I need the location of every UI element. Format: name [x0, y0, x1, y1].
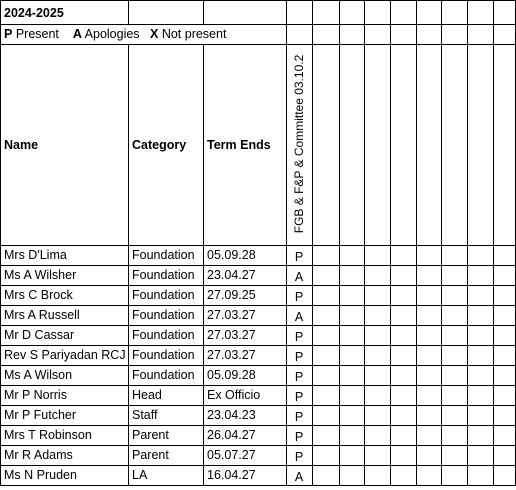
- cell-category: Foundation: [132, 348, 195, 362]
- cell-attendance: A: [294, 270, 304, 284]
- cell-name: Mr P Futcher: [4, 408, 77, 422]
- cell-name: Mr R Adams: [4, 448, 73, 462]
- cell-name: Mr D Cassar: [4, 328, 75, 342]
- cell-name: Mr P Norris: [4, 388, 67, 402]
- grid-line: [339, 0, 340, 486]
- cell-term-ends: Ex Officio: [207, 388, 261, 402]
- cell-term-ends: 05.09.28: [207, 248, 256, 262]
- legend-code-present: P: [4, 27, 13, 41]
- cell-term-ends: 05.07.27: [207, 448, 256, 462]
- cell-category: LA: [132, 468, 148, 482]
- header-meeting-container: [286, 44, 312, 244]
- cell-category: Foundation: [132, 368, 195, 382]
- header-name: Name: [4, 138, 39, 152]
- grid-line: [286, 24, 515, 25]
- sheet-title: 2024-2025: [4, 6, 64, 20]
- legend-text-not-present: Not present: [161, 27, 227, 41]
- cell-attendance: P: [294, 290, 304, 304]
- cell-name: Ms N Pruden: [4, 468, 77, 482]
- grid-line: [0, 0, 516, 1]
- cell-category: Parent: [132, 448, 169, 462]
- cell-name: Rev S Pariyadan RCJ: [4, 348, 126, 362]
- header-category: Category: [132, 138, 187, 152]
- grid-line: [0, 485, 516, 486]
- cell-name: Mrs T Robinson: [4, 428, 92, 442]
- cell-category: Foundation: [132, 248, 195, 262]
- cell-category: Foundation: [132, 288, 195, 302]
- legend-code-not-present: X: [149, 27, 159, 41]
- grid-line: [364, 0, 365, 486]
- grid-line: [0, 44, 516, 45]
- cell-attendance: P: [294, 450, 304, 464]
- cell-name: Mrs C Brock: [4, 288, 73, 302]
- header-term-ends: Term Ends: [207, 138, 271, 152]
- grid-line: [312, 0, 313, 486]
- cell-category: Foundation: [132, 328, 195, 342]
- cell-term-ends: 23.04.23: [207, 408, 256, 422]
- grid-line: [390, 0, 391, 486]
- cell-term-ends: 27.03.27: [207, 348, 256, 362]
- cell-attendance: P: [294, 250, 304, 264]
- cell-attendance: P: [294, 430, 304, 444]
- cell-name: Mrs D'Lima: [4, 248, 67, 262]
- cell-term-ends: 26.04.27: [207, 428, 256, 442]
- cell-name: Ms A Wilson: [4, 368, 73, 382]
- legend-text-present: Present: [15, 27, 59, 41]
- cell-term-ends: 27.09.25: [207, 288, 256, 302]
- grid-line: [416, 0, 417, 486]
- legend-code-apologies: A: [72, 27, 82, 41]
- grid-line: [467, 0, 468, 486]
- grid-line: [493, 0, 494, 486]
- cell-attendance: P: [294, 410, 304, 424]
- cell-category: Staff: [132, 408, 158, 422]
- cell-attendance: P: [294, 350, 304, 364]
- cell-term-ends: 05.09.28: [207, 368, 256, 382]
- cell-attendance: P: [294, 370, 304, 384]
- cell-attendance: P: [294, 390, 304, 404]
- cell-attendance: P: [294, 330, 304, 344]
- cell-category: Foundation: [132, 268, 195, 282]
- grid-line: [203, 0, 204, 24]
- attendance-legend: [0, 24, 290, 44]
- header-meeting: FGB & F&P & Committee 03.10.2: [292, 54, 306, 234]
- cell-attendance: A: [294, 470, 304, 484]
- cell-name: Ms A Wilsher: [4, 268, 77, 282]
- cell-category: Head: [132, 388, 162, 402]
- grid-line: [128, 0, 129, 24]
- grid-line: [441, 0, 442, 486]
- cell-category: Foundation: [132, 308, 195, 322]
- cell-term-ends: 27.03.27: [207, 308, 256, 322]
- cell-name: Mrs A Russell: [4, 308, 80, 322]
- legend-text-apologies: Apologies: [84, 27, 140, 41]
- cell-category: Parent: [132, 428, 169, 442]
- cell-attendance: A: [294, 310, 304, 324]
- cell-term-ends: 27.03.27: [207, 328, 256, 342]
- cell-term-ends: 16.04.27: [207, 468, 256, 482]
- cell-term-ends: 23.04.27: [207, 268, 256, 282]
